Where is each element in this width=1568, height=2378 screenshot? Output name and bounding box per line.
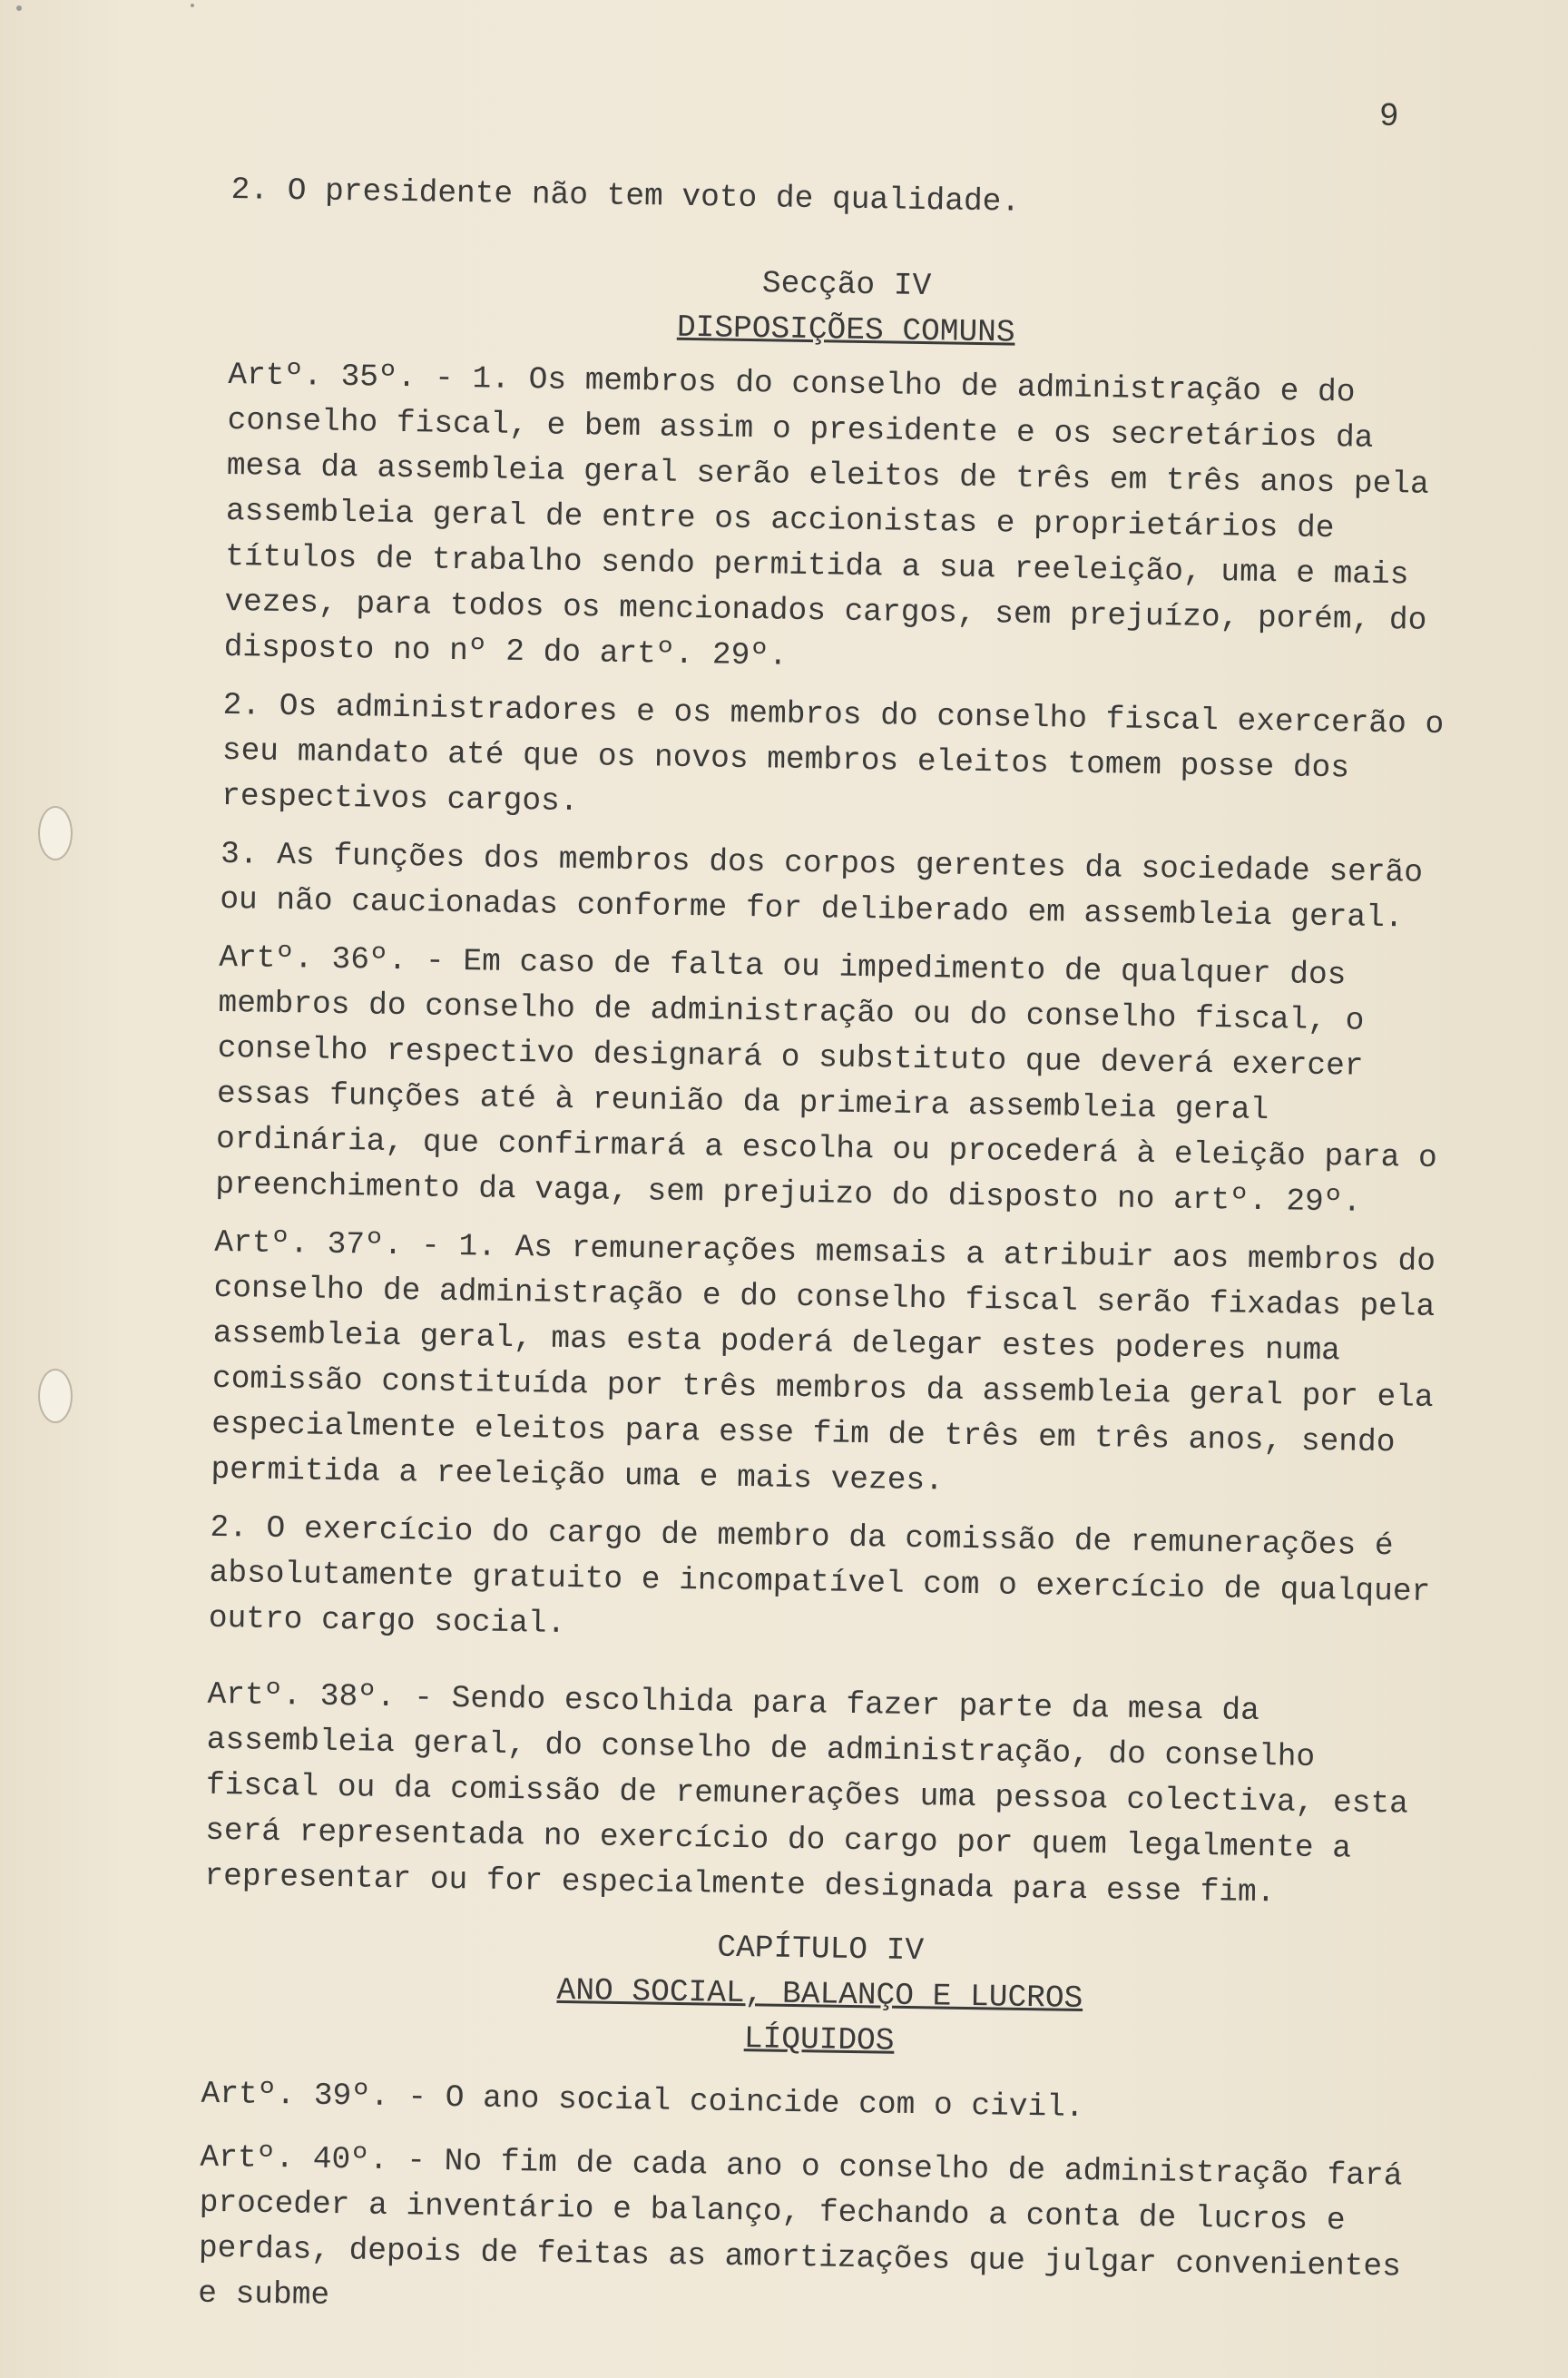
- article-35: Artº. 35º. - 1. Os membros do conselho de administração e do conselho fiscal, e bem assim o presidente e os secretários da mesa da assembleia geral serão eleitos de três em três anos pela assembleia geral de entre os accionistas e proprietários de títulos de trabalho sendo permitida a sua reeleição, uma e mais vezes, para todos os mencionados cargos, sem prejuízo, porém, do disposto no nº 2 do artº. 29º.: [223, 357, 1429, 674]
- section-title: DISPOSIÇÕES COMUNS: [676, 310, 1015, 351]
- chapter-title-cont: LÍQUIDOS: [743, 2021, 895, 2059]
- paper-speck: [191, 4, 194, 7]
- paper-speck: [16, 5, 22, 11]
- article-38: Artº. 38º. - Sendo escolhida para fazer parte da mesa da assembleia geral, do conselho de administração, do conselho fiscal ou da comissão de remunerações uma pessoa colectiva, esta será representada no exercício do cargo por quem legalmente a representar ou for especialmente designada para esse fim.: [204, 1676, 1409, 1911]
- article-35-item-3: 3. As funções dos membros dos corpos gerentes da sociedade serão ou não caucionadas conforme for deliberado em assembleia geral.: [220, 836, 1424, 937]
- punch-hole: [38, 1369, 73, 1423]
- article-35-item-2: 2. Os administradores e os membros do conselho fiscal exercerão o seu mandato até que os novos membros eleitos tomem posse dos respectivos cargos.: [220, 687, 1445, 821]
- paragraph: 2. O presidente não tem voto de qualidade.: [230, 172, 1021, 221]
- chapter-heading: CAPÍTULO IV: [717, 1930, 925, 1970]
- document-body: [198, 168, 1465, 2349]
- chapter-title: ANO SOCIAL, BALANÇO E LUCROS: [556, 1972, 1083, 2017]
- article-37: Artº. 37º. - 1. As remunerações memsais a atribuir aos membros do conselho de administração e do conselho fiscal serão fixadas pela assembleia geral, mas esta poderá delegar estes poderes numa comissão constituída por três membros da assembleia geral por ela especialmente eleitos para esse fim de três em três anos, sendo permitida a reeleição uma e mais vezes.: [211, 1224, 1436, 1499]
- section-heading: Secção IV: [761, 266, 932, 305]
- page-number: 9: [1379, 98, 1399, 135]
- article-40: Artº. 40º. - No fim de cada ano o conselho de administração fará proceder a inventário e balanço, fechando a conta de lucros e perdas, depois de feitas as amortizações que julgar convenientes e subme: [197, 2139, 1403, 2314]
- article-39: Artº. 39º. - O ano social coincide com o civil.: [201, 2076, 1084, 2127]
- article-36: Artº. 36º. - Em caso de falta ou impedimento de qualquer dos membros do conselho de administração ou do conselho fiscal, o conselho respectivo designará o substituto que deverá exercer essas funções até à reunião da primeira assembleia geral ordinária, que confirmará a escolha ou procederá à eleição para o preenchimento da vaga, sem prejuizo do disposto no artº. 29º.: [215, 939, 1438, 1221]
- punch-hole: [38, 806, 73, 860]
- article-37-item-2: 2. O exercício do cargo de membro da comissão de remunerações é absolutamente gratuito e incompatível com o exercício de qualquer outro cargo social.: [208, 1509, 1431, 1642]
